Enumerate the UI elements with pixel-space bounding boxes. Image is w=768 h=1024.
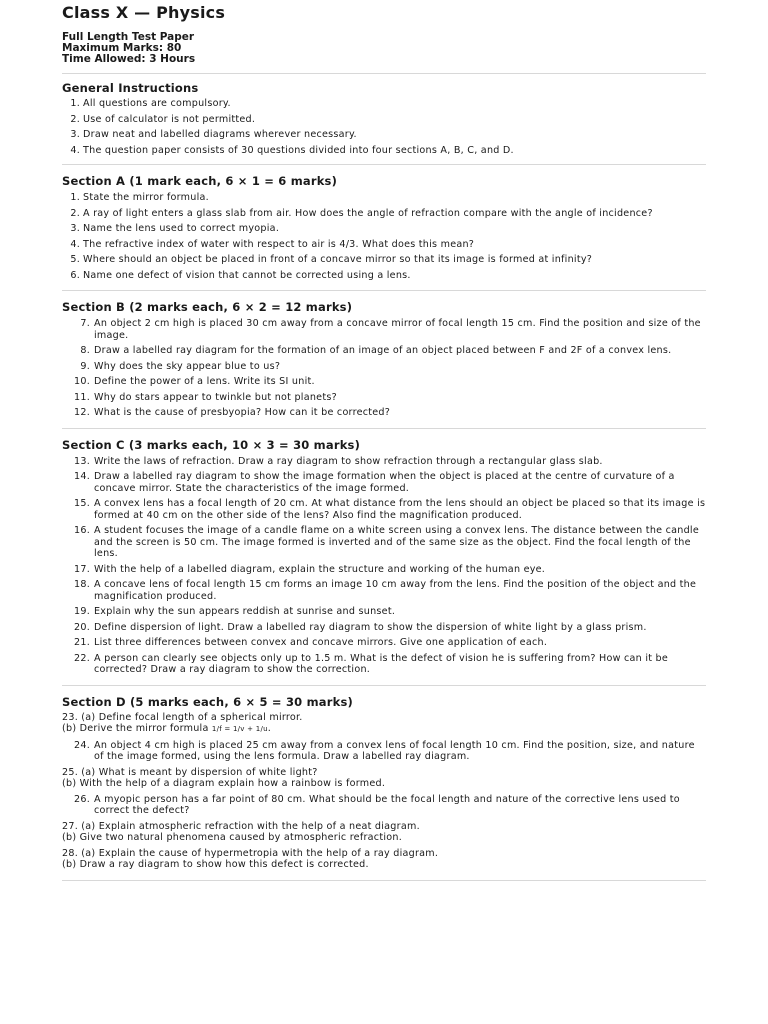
divider [62, 73, 706, 74]
question-text: A convex lens has a focal length of 20 cm. At what distance from the lens should an object be placed so that its image is formed at 40 cm on the other side of the lens? Also find the magnification produced. [94, 498, 706, 521]
question-number: 12. [73, 407, 90, 418]
divider [62, 164, 706, 165]
question-23b: (b) Derive the mirror formula 1/f = 1/v + 1/u. [62, 723, 272, 734]
question-item [62, 223, 706, 235]
item-number: 2. [70, 113, 80, 125]
item-number: 3. [70, 129, 80, 140]
question-number: 11. [73, 391, 90, 403]
list-item [62, 129, 706, 141]
question-item [62, 239, 706, 251]
section-d-list [62, 712, 706, 871]
item-number: 4. [70, 144, 80, 156]
section-b-list [62, 318, 706, 419]
page-title: Class X — Physics [62, 3, 226, 22]
question-text: Name one defect of vision that cannot be corrected using a lens. [83, 269, 411, 281]
item-text: Draw neat and labelled diagrams wherever necessary. [83, 129, 357, 140]
question-text: Name the lens used to correct myopia. [83, 223, 280, 234]
question-number: 9. [80, 360, 90, 372]
paper-meta [62, 32, 706, 65]
question-text: Where should an object be placed in front of a concave mirror so that its image is formed at infinity? [83, 254, 593, 265]
divider [62, 685, 706, 686]
question-text: State the mirror formula. [83, 192, 209, 203]
question-number: 2. [70, 207, 80, 219]
question-number: 13. [73, 455, 90, 467]
question-item [62, 622, 706, 634]
question-item [62, 471, 706, 494]
section-c-heading: Section C (3 marks each, 10 × 3 = 30 marks) [62, 437, 361, 452]
list-item [62, 145, 706, 157]
question-text: Why does the sky appear blue to us? [94, 360, 281, 372]
question-number: 20. [73, 621, 90, 633]
section-d-heading: Section D (5 marks each, 6 × 5 = 30 marks) [62, 694, 353, 709]
mirror-formula: 1/f = 1/v + 1/u [211, 725, 268, 733]
question-text: Define dispersion of light. Draw a labelled ray diagram to show the dispersion of white light by a glass prism. [94, 621, 647, 633]
question-27a: 27. (a) Explain atmospheric refraction with the help of a neat diagram. [62, 820, 420, 832]
section-c-list [62, 456, 706, 676]
question-number: 10. [73, 376, 90, 387]
question-text: List three differences between convex and concave mirrors. Give one application of each. [94, 637, 548, 648]
question-number: 24. [73, 739, 90, 751]
question-23a: 23. (a) Define focal length of a spherical mirror. [62, 711, 303, 723]
question-item [62, 525, 706, 560]
question-item [62, 498, 706, 521]
question-text: A concave lens of focal length 15 cm forms an image 10 cm away from the lens. Find the position of the object and the magnification produced. [94, 579, 697, 602]
question-number: 6. [70, 269, 80, 281]
item-number: 1. [70, 98, 80, 109]
question-item [62, 345, 706, 357]
question-number: 4. [70, 238, 80, 250]
question-number: 3. [70, 223, 80, 234]
question-item [62, 740, 706, 763]
maximum-marks: Maximum Marks: 80 [62, 42, 182, 54]
question-text: With the help of a labelled diagram, explain the structure and working of the human eye. [94, 563, 546, 575]
divider [62, 290, 706, 291]
question-28b: (b) Draw a ray diagram to show how this defect is corrected. [62, 859, 369, 870]
question-25b: (b) With the help of a diagram explain how a rainbow is formed. [62, 778, 386, 789]
question-number: 5. [70, 254, 80, 265]
question-number: 19. [73, 606, 90, 617]
question-text: Why do stars appear to twinkle but not planets? [94, 391, 337, 403]
question-27b: (b) Give two natural phenomena caused by atmospheric refraction. [62, 832, 402, 843]
question-item [62, 564, 706, 576]
question-25a: 25. (a) What is meant by dispersion of white light? [62, 766, 318, 778]
question-text: An object 4 cm high is placed 25 cm away from a convex lens of focal length 10 cm. Find the position, size, and nature of the image formed, using the lens formula. Draw a labelled ray diagram. [94, 739, 695, 762]
general-instructions-list [62, 98, 706, 156]
question-number: 18. [73, 579, 90, 590]
time-allowed: Time Allowed: 3 Hours [62, 53, 196, 65]
list-item [62, 114, 706, 126]
question-26-list [62, 794, 706, 817]
question-item [62, 794, 706, 817]
question-item [62, 456, 706, 468]
question-item [62, 606, 706, 618]
section-a-list [62, 192, 706, 281]
question-text: Write the laws of refraction. Draw a ray diagram to show refraction through a rectangular glass slab. [94, 455, 603, 467]
question-item [62, 407, 706, 419]
question-text: A person can clearly see objects only up to 1.5 m. What is the defect of vision he is suffering from? How can it be corrected? Draw a ray diagram to show the correction. [94, 652, 669, 675]
question-item [62, 318, 706, 341]
question-23b-text: (b) Derive the mirror formula [62, 723, 209, 734]
question-number: 16. [73, 525, 90, 536]
question-text: The refractive index of water with respect to air is 4/3. What does this mean? [83, 238, 475, 250]
question-number: 7. [80, 318, 90, 329]
section-a-heading: Section A (1 mark each, 6 × 1 = 6 marks) [62, 174, 338, 188]
section-b-heading: Section B (2 marks each, 6 × 2 = 12 marks) [62, 300, 353, 314]
question-28a: 28. (a) Explain the cause of hypermetropia with the help of a ray diagram. [62, 847, 439, 859]
item-text: Use of calculator is not permitted. [83, 113, 256, 125]
question-text: Explain why the sun appears reddish at sunrise and sunset. [94, 606, 396, 617]
question-item [62, 392, 706, 404]
question-24-list [62, 740, 706, 763]
question-number: 8. [80, 345, 90, 356]
question-item [62, 579, 706, 602]
question-number: 14. [73, 471, 90, 482]
question-item [62, 376, 706, 388]
question-text: A student focuses the image of a candle flame on a white screen using a convex lens. The distance between the candle and the screen is 50 cm. The image formed is inverted and of the same size as the object. Find the focal length of the lens. [94, 525, 699, 559]
question-text: An object 2 cm high is placed 30 cm away from a concave mirror of focal length 15 cm. Find the position and size of the image. [94, 318, 701, 341]
question-item [62, 208, 706, 220]
question-text: What is the cause of presbyopia? How can it be corrected? [94, 407, 391, 418]
question-item [62, 192, 706, 204]
question-item [62, 653, 706, 676]
question-number: 21. [73, 637, 90, 648]
item-text: All questions are compulsory. [83, 98, 231, 109]
question-number: 15. [73, 498, 90, 509]
question-text: Draw a labelled ray diagram for the formation of an image of an object placed between F and 2F of a convex lens. [94, 345, 672, 356]
general-instructions-heading: General Instructions [62, 81, 199, 95]
question-number: 22. [73, 652, 90, 664]
list-item [62, 98, 706, 110]
question-number: 26. [73, 793, 90, 805]
question-item [62, 637, 706, 649]
question-item [62, 254, 706, 266]
divider [62, 428, 706, 429]
item-text: The question paper consists of 30 questions divided into four sections A, B, C, and D. [83, 144, 514, 156]
question-number: 1. [70, 192, 80, 203]
paper-type: Full Length Test Paper [62, 31, 195, 43]
question-number: 17. [73, 563, 90, 575]
question-text: Draw a labelled ray diagram to show the image formation when the object is placed at the centre of curvature of a concave mirror. State the characteristics of the image formed. [94, 471, 675, 494]
question-text: A ray of light enters a glass slab from air. How does the angle of refraction compare with the angle of incidence? [83, 207, 653, 219]
question-text: Define the power of a lens. Write its SI unit. [94, 376, 315, 387]
divider [62, 880, 706, 881]
question-item [62, 270, 706, 282]
question-text: A myopic person has a far point of 80 cm. What should be the focal length and nature of the corrective lens used to correct the defect? [94, 793, 680, 816]
question-item [62, 361, 706, 373]
